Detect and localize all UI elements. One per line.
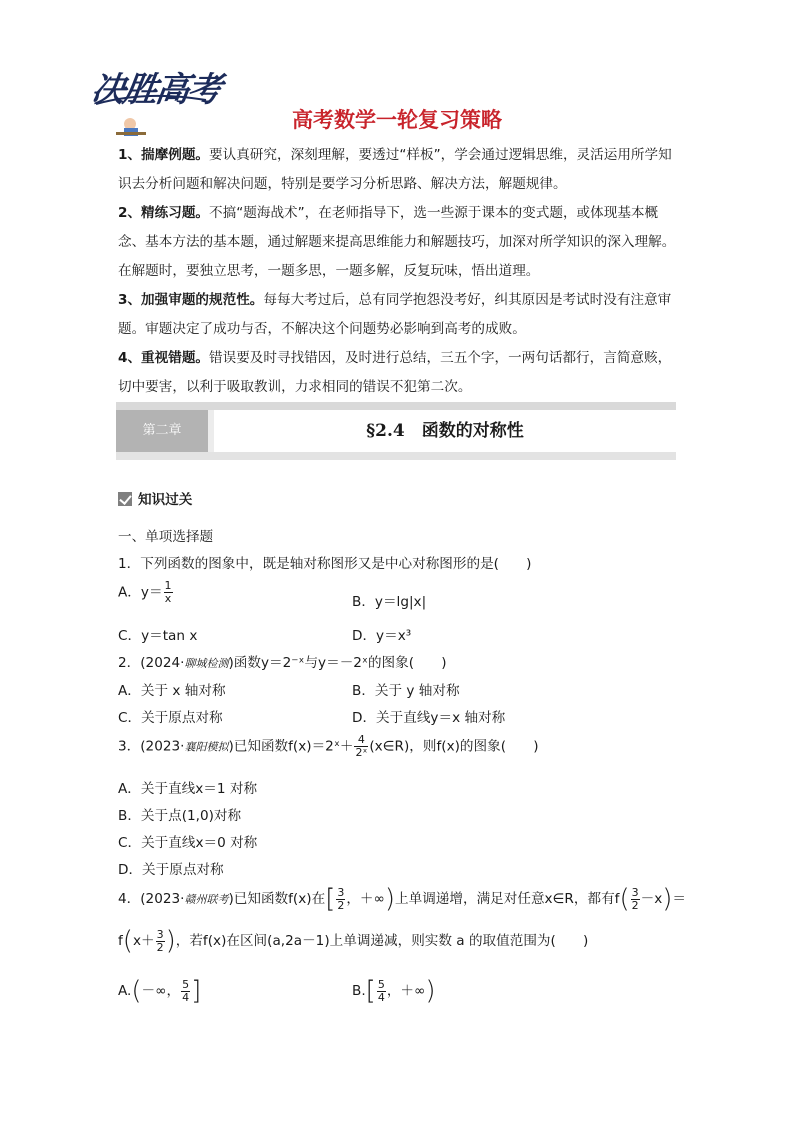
right-paren: ): [425, 976, 436, 1006]
strategy-3: [118, 286, 684, 344]
strategy-body: 每每大考过后，总有同学抱怨没考好，纠其原因是考试时没有注意审题。审题决定了成功与否，不解决这个问题势必影响到高考的成败。: [118, 292, 672, 337]
banner-bottom-bar: [116, 452, 676, 460]
equals-sign: ＝: [672, 891, 686, 907]
logo-text: 决胜高考: [88, 70, 223, 110]
denominator: 4: [182, 990, 190, 1004]
q4-stem-line2: [118, 928, 588, 954]
question-text: )已知函数f(x)＝2ˣ＋: [228, 738, 354, 755]
denominator: 2ˣ: [355, 746, 368, 759]
numerator: 5: [182, 977, 190, 991]
strategy-heading: 3、加强审题的规范性。: [118, 292, 264, 308]
question-source: 赣州联考: [184, 893, 229, 906]
section-label: 一、单项选择题: [118, 529, 214, 545]
option-label: A.: [118, 983, 132, 999]
chapter-tab: 第二章: [116, 410, 208, 452]
q2-option-c: C．关于原点对称: [118, 710, 223, 726]
left-bracket: [: [325, 884, 336, 914]
denominator: 2: [337, 898, 345, 912]
chapter-banner: [116, 402, 676, 460]
right-bracket: ]: [191, 976, 202, 1006]
interval-left: －∞，: [141, 983, 181, 999]
numerator: 4: [354, 734, 368, 747]
interval-tail: ，＋∞: [346, 891, 385, 907]
q4-option-a: [118, 978, 201, 1004]
strategy-2: [118, 199, 684, 286]
question-text: 上单调递增，满足对任意x∈R，都有f: [395, 891, 620, 907]
checkbox-icon: [118, 492, 132, 506]
q2-option-d: D．关于直线y＝x 轴对称: [352, 710, 506, 726]
fraction: [156, 929, 165, 954]
strategy-body: 错误要及时寻找错因，及时进行总结，三五个字，一两句话都行，言简意赅，切中要害，以利于吸取教训，力求相同的错误不犯第二次。: [118, 350, 672, 395]
right-paren: ): [165, 926, 176, 956]
q2-option-a: A．关于 x 轴对称: [118, 683, 226, 699]
strategy-1: [118, 141, 684, 199]
q3-option-d: D．关于原点对称: [118, 862, 224, 878]
q2-stem: [118, 651, 447, 671]
question-number: 3．(2023·: [118, 738, 185, 755]
left-paren: (: [619, 884, 630, 914]
fraction: [354, 734, 368, 759]
q1-stem: 1．下列函数的图象中，既是轴对称图形又是中心对称图形的是( ): [118, 556, 532, 572]
interval-right: ，＋∞: [386, 983, 426, 999]
q1-option-a: [118, 580, 174, 605]
option-label: B.: [352, 983, 366, 999]
question-text: (x∈R)，则f(x)的图象( ): [369, 738, 539, 755]
numerator: 3: [337, 885, 345, 899]
question-number: 2．(2024·: [118, 655, 185, 671]
numerator: 3: [631, 885, 639, 899]
numerator: 5: [377, 977, 385, 991]
q3-option-a: A．关于直线x＝1 对称: [118, 781, 258, 797]
q3-option-c: C．关于直线x＝0 对称: [118, 835, 258, 851]
q3-stem: [118, 734, 539, 759]
option-prefix: A．y＝: [118, 584, 163, 601]
right-paren: ): [384, 884, 396, 914]
q2-option-b: B．关于 y 轴对称: [352, 683, 460, 699]
function-name: f: [118, 933, 123, 949]
fraction: [181, 979, 190, 1004]
q3-option-b: B．关于点(1,0)对称: [118, 808, 242, 824]
question-number: 4．(2023·: [118, 891, 185, 907]
right-paren: ): [662, 884, 673, 914]
fraction: [164, 580, 173, 605]
strategy-heading: 2、精练习题。: [118, 205, 210, 221]
left-paren: (: [122, 926, 133, 956]
question-text: )已知函数f(x)在: [228, 891, 326, 907]
knowledge-heading: [118, 488, 192, 508]
question-source: 襄阳模拟: [184, 740, 229, 754]
denominator: 4: [377, 990, 385, 1004]
q1-option-b: B．y＝lg|x|: [352, 594, 427, 610]
chapter-title: §2.4 函数的对称性: [366, 421, 524, 441]
q4-option-b: [352, 978, 435, 1004]
denominator: 2: [156, 940, 164, 954]
strategy-heading: 1、揣摩例题。: [118, 147, 210, 163]
strategy-body: 不搞“题海战术”，在老师指导下，选一些源于课本的变式题，或体现基本概念、基本方法的基本题，通过解题来提高思维能力和解题技巧，加深对所学知识的深入理解。在解题时，要独立思考，一题多思，一题多解，反复玩味，悟出道理。: [118, 205, 676, 279]
left-paren: (: [131, 976, 142, 1006]
fraction: [377, 979, 386, 1004]
denominator: 2: [631, 898, 639, 912]
fraction: [336, 887, 345, 912]
question-source: 聊城检测: [184, 657, 229, 670]
q4-stem-line1: [118, 886, 686, 912]
numerator: 1: [164, 579, 172, 592]
question-text: ，若f(x)在区间(a,2a－1)上单调递减，则实数 a 的取值范围为( ): [175, 933, 589, 949]
numerator: 3: [156, 927, 164, 941]
fraction: [631, 887, 640, 912]
expression: －x: [640, 891, 663, 907]
q1-option-c: C．y＝tan x: [118, 628, 198, 644]
page-title: 高考数学一轮复习策略: [292, 108, 502, 132]
left-bracket: [: [365, 976, 376, 1006]
denominator: x: [164, 592, 172, 605]
expression: x＋: [132, 933, 155, 949]
question-text: )函数y＝2⁻ˣ与y＝－2ˣ的图象( ): [228, 655, 447, 671]
q1-option-d: D．y＝x³: [352, 628, 412, 644]
knowledge-label: 知识过关: [138, 492, 193, 508]
strategy-4: [118, 344, 684, 402]
strategy-body: 要认真研究，深刻理解，要透过“样板”，学会通过逻辑思维，灵活运用所学知识去分析问题和解决问题，特别是要学习分析思路、解决方法，解题规律。: [118, 147, 672, 192]
strategy-heading: 4、重视错题。: [118, 350, 210, 366]
banner-top-bar: [116, 402, 676, 410]
